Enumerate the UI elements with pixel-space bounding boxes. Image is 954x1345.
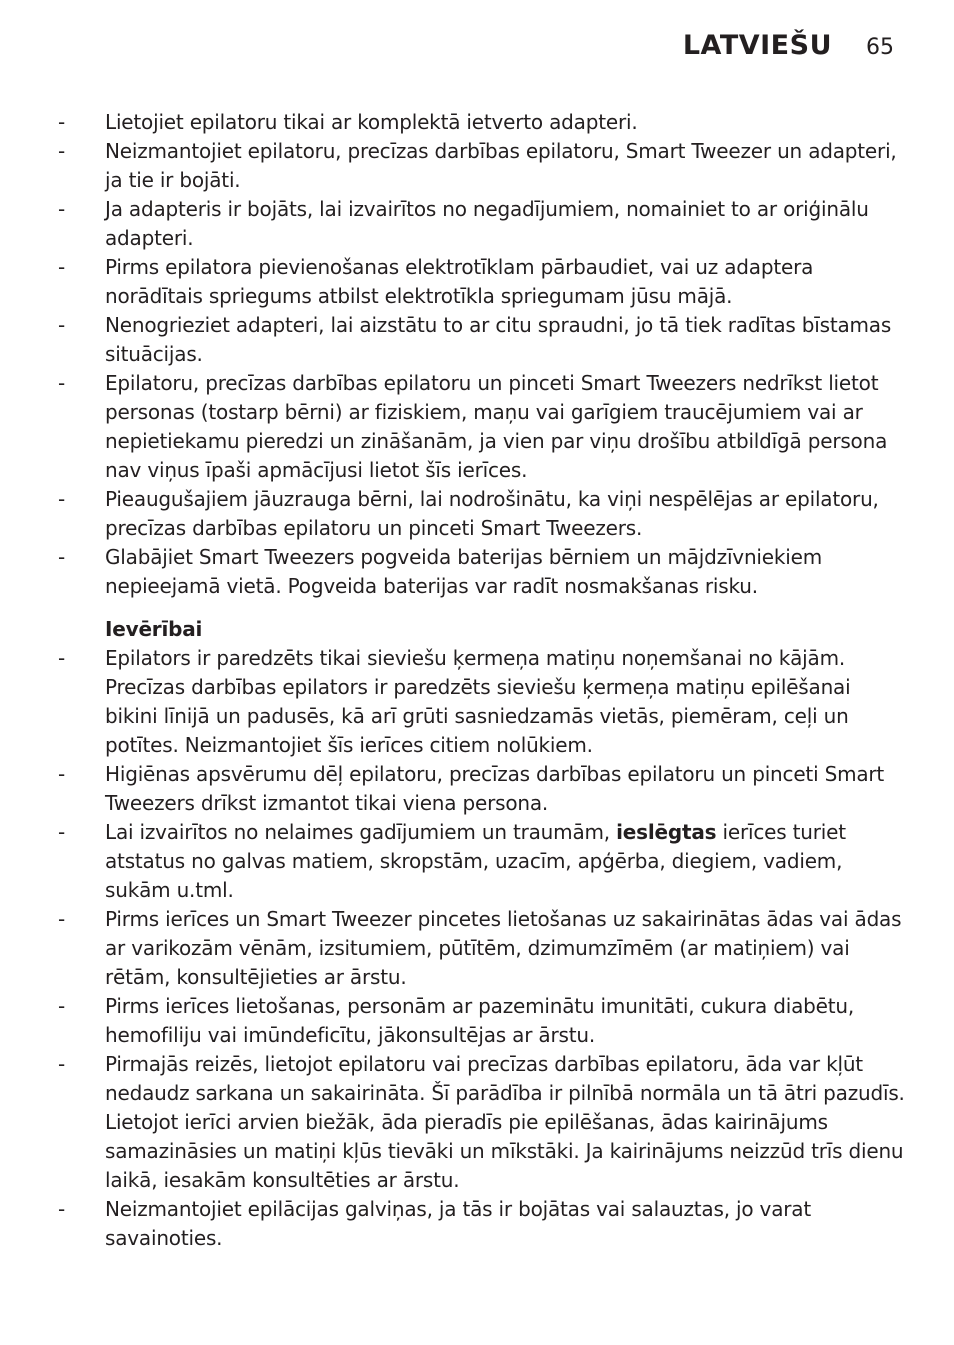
list-dash: - [58,907,66,931]
list-item [58,108,908,137]
list-item [58,818,908,905]
list-dash: - [58,994,66,1018]
list-dash: - [58,545,66,569]
page-header [683,30,894,61]
list-dash: - [58,762,66,786]
list-item-text: Epilatoru, precīzas darbības epilatoru un pinceti Smart Tweezers nedrīkst lietot personas (tostarp bērni) ar fiziskiem, maņu vai garīgiem traucējumiem vai ar nepietiekamu pieredzi un zināšanām, ja vien par viņu drošību atbildīgā persona nav viņus īpaši apmācījusi lietot šīs ierīces. [105,371,888,482]
list-item [58,137,908,195]
list-item [58,1195,908,1253]
list-item [58,485,908,543]
page-number: 65 [866,35,894,60]
language-title: LATVIEŠU [682,30,832,61]
list-dash: - [58,1052,66,1076]
list-item [58,369,908,485]
list-item-text: Pirmajās reizēs, lietojot epilatoru vai precīzas darbības epilatoru, āda var kļūt nedaudz sarkana un sakairināta. Šī parādība ir pilnībā normāla un tā ātri pazudīs. Lietojot ierīci arvien biežāk, āda pieradīs pie epilēšanas, ādas kairinājums samazināsies un matiņi kļūs tievāki un mīkstāki. Ja kairinājums neizzūd trīs dienu laikā, iesakām konsultēties ar ārstu. [105,1052,905,1192]
list-item [58,760,908,818]
list-item-text: Ja adapteris ir bojāts, lai izvairītos no negadījumiem, nomainiet to ar oriģinālu adapteri. [105,197,869,250]
safety-list [58,108,908,601]
list-item-text: Lietojiet epilatoru tikai ar komplektā ietverto adapteri. [105,110,638,134]
list-item [58,311,908,369]
section-heading-caution: Ievērībai [105,617,203,641]
list-item-text: Epilators ir paredzēts tikai sieviešu ķermeņa matiņu noņemšanai no kājām. Precīzas darbības epilators ir paredzēts sieviešu ķermeņa matiņu epilēšanai bikini līnijā un padusēs, kā arī grūti sasniedzamās vietās, piemēram, ceļi un potītes. Neizmantojiet šīs ierīces citiem nolūkiem. [105,646,851,757]
list-item [58,905,908,992]
emphasis-text: ieslēgtas [616,820,717,844]
list-item [58,195,908,253]
list-dash: - [58,646,66,670]
list-item [58,644,908,760]
caution-list [58,644,908,1253]
list-item-text: Pirms ierīces lietošanas, personām ar pazeminātu imunitāti, cukura diabētu, hemofiliju vai imūndeficītu, jākonsultējas ar ārstu. [105,994,855,1047]
list-item [58,1050,908,1195]
list-dash: - [58,110,66,134]
list-dash: - [58,820,66,844]
list-dash: - [58,371,66,395]
page-content [58,108,908,1253]
list-item-text: Nenogrieziet adapteri, lai aizstātu to ar citu spraudni, jo tā tiek radītas bīstamas situācijas. [105,313,892,366]
list-dash: - [58,313,66,337]
list-item-text: Glabājiet Smart Tweezers pogveida baterijas bērniem un mājdzīvniekiem nepieejamā vietā. Pogveida baterijas var radīt nosmakšanas risku. [105,545,823,598]
list-item-text: Pirms ierīces un Smart Tweezer pincetes lietošanas uz sakairinātas ādas vai ādas ar varikozām vēnām, izsitumiem, pūtītēm, dzimumzīmēm (ar matiņiem) vai rētām, konsultējieties ar ārstu. [105,907,902,989]
list-dash: - [58,487,66,511]
list-dash: - [58,1197,66,1221]
list-item-text-before: Lai izvairītos no nelaimes gadījumiem un traumām, [105,820,617,844]
list-item-text: Neizmantojiet epilatoru, precīzas darbības epilatoru, Smart Tweezer un adapteri, ja tie ir bojāti. [105,139,897,192]
list-dash: - [58,197,66,221]
list-item [58,992,908,1050]
list-item-text: Pieaugušajiem jāuzrauga bērni, lai nodrošinātu, ka viņi nespēlējas ar epilatoru, precīzas darbības epilatoru un pinceti Smart Tweezers. [105,487,879,540]
list-item-text: Higiēnas apsvērumu dēļ epilatoru, precīzas darbības epilatoru un pinceti Smart Tweezers drīkst izmantot tikai viena persona. [105,762,885,815]
list-item [58,543,908,601]
list-item-text-after: ierīces turiet atstatus no galvas matiem, skropstām, uzacīm, apģērba, diegiem, vadiem, sukām u.tml. [105,820,846,902]
list-item-text: Neizmantojiet epilācijas galviņas, ja tās ir bojātas vai salauztas, jo varat savainoties. [105,1197,811,1250]
list-item [58,253,908,311]
list-item-text: Pirms epilatora pievienošanas elektrotīklam pārbaudiet, vai uz adaptera norādītais spriegums atbilst elektrotīkla spriegumam jūsu mājā. [105,255,814,308]
list-dash: - [58,255,66,279]
list-dash: - [58,139,66,163]
